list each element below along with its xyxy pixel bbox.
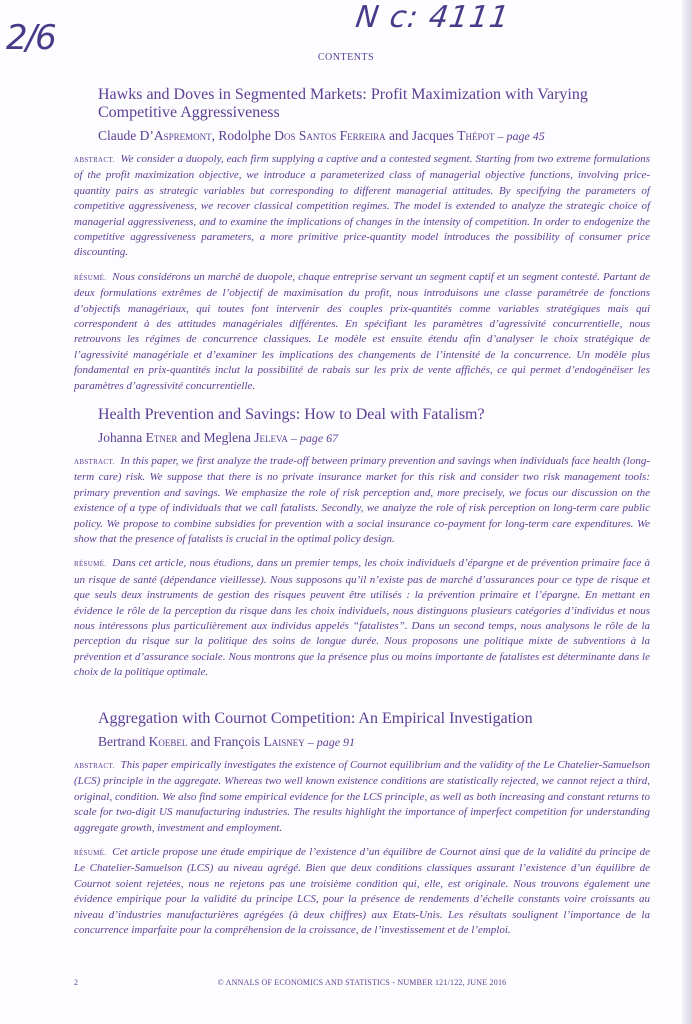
author-text: and Meglena bbox=[177, 430, 255, 445]
resume-text: Dans cet article, nous étudions, dans un premier temps, les choix individuels d’épargne et de prévention primaire face à un risque de santé (dépendance vieillesse). Nous supposons qu’il n’existe pas de marché d’assurances pour ce type de risque et que seuls deux instruments de gestion des risques peuvent être utilisés : la prévention primaire et l’épargne. En mettant en évidence le rôle de la perception du risque dans les choix individuels, nous distinguons plusieurs catégories d’individus et nous nous intéressons plus particulièrement aux individus appelés “fatalistes”. Dans un second temps, nous analysons le rôle de la perception du risque sur la politique des soins de longue durée. Nous proposons une politique mixte de subventions à la prévention et d’assurance sociale. Nous montrons que la présence plus ou moins importante de fatalistes est déterminante dans le choix de la politique optimale. bbox=[74, 557, 650, 679]
author-surname: Jeleva bbox=[254, 430, 288, 445]
resume-label: RÉSUMÉ. bbox=[74, 273, 107, 282]
abstract-paragraph bbox=[74, 152, 650, 261]
resume-paragraph bbox=[74, 556, 650, 680]
article-title: Aggregation with Cournot Competition: An Empirical Investigation bbox=[98, 710, 533, 727]
article-authors bbox=[98, 734, 650, 750]
author-text: Johanna bbox=[98, 430, 146, 445]
author-text: Claude D’ bbox=[98, 128, 154, 143]
page-number: 2 bbox=[74, 978, 78, 987]
resume-text: Nous considérons un marché de duopole, chaque entreprise servant un segment captif et un segment contesté. Partant de deux formulations extrêmes de l’objectif de maximisation du profit, nous introduisons une classe paramétrée de fonctions d’objectifs managériaux, qui toutes font intervenir des couples prix-quantités comme variables stratégiques mais qui correspondent à des attitudes managériales différentes. En spécifiant les paramètres d’agressivité concurrentielle, nous retrouvons les régimes de concurrence classiques. Le modèle est ensuite étendu afin d’analyser le choix stratégique de l’agressivité managériale et d’examiner les implications des changements de l’intensité de la concurrence. Un modèle plus fondamental en prix-quantités inclut la possibilité de rabais sur les prix de vente affichés, ce qui permet d’endogénéiser les paramètres d’agressivité concurrentielle. bbox=[74, 270, 650, 392]
resume-label: RÉSUMÉ. bbox=[74, 849, 107, 858]
copyright-notice: © ANNALS OF ECONOMICS AND STATISTICS - NUMBER 121/122, JUNE 2016 bbox=[217, 978, 507, 987]
article-3 bbox=[74, 710, 650, 938]
abstract-label: ABSTRACT. bbox=[74, 156, 115, 164]
abstract-text: We consider a duopoly, each firm supplying a captive and a contested segment. Starting from two extreme formulations of the profit maximization objective, we introduce a parameterized class of managerial objective functions, involving price-quantity pairs as strategic variables but corresponding to different managerial attitudes. By specifying the parameters of competitive aggressiveness, we recover classical competition regimes. The model is extended to analyze the strategic choice of managerial aggressiveness, and to examine the implications of changes in the intensity of competition. In order to endogenize the competitive aggressiveness parameters, a more primitive price-quantity model introduces the possibility of consumer price discounting. bbox=[74, 153, 650, 259]
abstract-text: This paper empirically investigates the existence of Cournot equilibrium and the validity of the Le Chatelier-Samuelson (LCS) principle in the aggregate. Whereas two well known existence conditions are statistically rejected, we cannot reject a third, original, condition. We also find some empirical evidence for the LCS principle, as well as both increasing and constant returns to scale for two-digit US manufacturing industries. The results highlight the importance of imperfect competition for understanding aggregate growth, investment and employment. bbox=[74, 759, 650, 834]
handwritten-catalog-number: N c: 4111 bbox=[353, 0, 512, 35]
author-surname: Aspremont bbox=[153, 128, 212, 143]
author-surname: Koebel bbox=[148, 734, 188, 749]
resume-label: RÉSUMÉ. bbox=[74, 560, 107, 569]
article-authors bbox=[98, 430, 650, 446]
article-title: Health Prevention and Savings: How to Deal with Fatalism? bbox=[98, 406, 485, 423]
page-reference: – page 67 bbox=[287, 431, 339, 445]
author-text: and Jacques bbox=[385, 128, 458, 143]
article-authors bbox=[98, 128, 650, 144]
author-surname: Thépot bbox=[457, 128, 495, 143]
page-reference: – page 91 bbox=[304, 735, 356, 749]
author-text: Bertrand bbox=[98, 734, 149, 749]
abstract-label: ABSTRACT. bbox=[74, 458, 115, 466]
author-surname: Dos Santos Ferreira bbox=[274, 128, 386, 143]
abstract-label: ABSTRACT. bbox=[74, 762, 115, 770]
page-reference: – page 45 bbox=[494, 129, 545, 143]
abstract-text: In this paper, we first analyze the trade-off between primary prevention and savings when individuals face health (long-term care) risk. We suppose that there is no private insurance market for this risk and consider two risk management tools: primary prevention and savings. We emphasize the role of risk perception and, more precisely, we focus our discussion on the existence of a type of individuals that we call fatalists. Secondly, we analyze the role of risk perception on long-term care public policy. We propose to combine subsidies for prevention with a social insurance co-payment for long-term care expenditures. We show that the presence of fatalists is crucial in the optimal policy design. bbox=[74, 455, 650, 546]
handwritten-page-note: 2/6 bbox=[6, 18, 55, 58]
author-text: , Rodolphe bbox=[211, 128, 275, 143]
article-1 bbox=[74, 86, 650, 394]
contents-heading: CONTENTS bbox=[317, 52, 375, 63]
author-surname: Etner bbox=[145, 430, 178, 445]
abstract-paragraph bbox=[74, 758, 650, 836]
article-title: Hawks and Doves in Segmented Markets: Profit Maximization with Varying Competitive Aggressiveness bbox=[98, 86, 588, 121]
resume-text: Cet article propose une étude empirique de l’existence d’un équilibre de Cournot ainsi que de la validité du principe de Le Chatelier-Samuelson (LCS) au niveau agrégé. Bien que deux conditions classiques assurant l’existence d’un équilibre de Cournot soient rejetées, nous ne rejetons pas une troisième condition qui, elle, est originale. Nous trouvons également une évidence empirique pour la validité du principe LCS, pour la présence de rendements d’échelle constants voire croissants au niveau d’industries manufacturières agrégées (à deux chiffres) aux Etats-Unis. Les résultats soulignent l’importance de la concurrence imparfaite pour la compréhension de la croissance, de l’investissement et de l’emploi. bbox=[74, 846, 650, 937]
resume-paragraph bbox=[74, 270, 650, 394]
resume-paragraph bbox=[74, 845, 650, 938]
author-text: and François bbox=[187, 734, 264, 749]
abstract-paragraph bbox=[74, 454, 650, 547]
author-surname: Laisney bbox=[263, 734, 305, 749]
article-2 bbox=[74, 406, 650, 681]
page-edge-shadow bbox=[682, 0, 692, 1024]
